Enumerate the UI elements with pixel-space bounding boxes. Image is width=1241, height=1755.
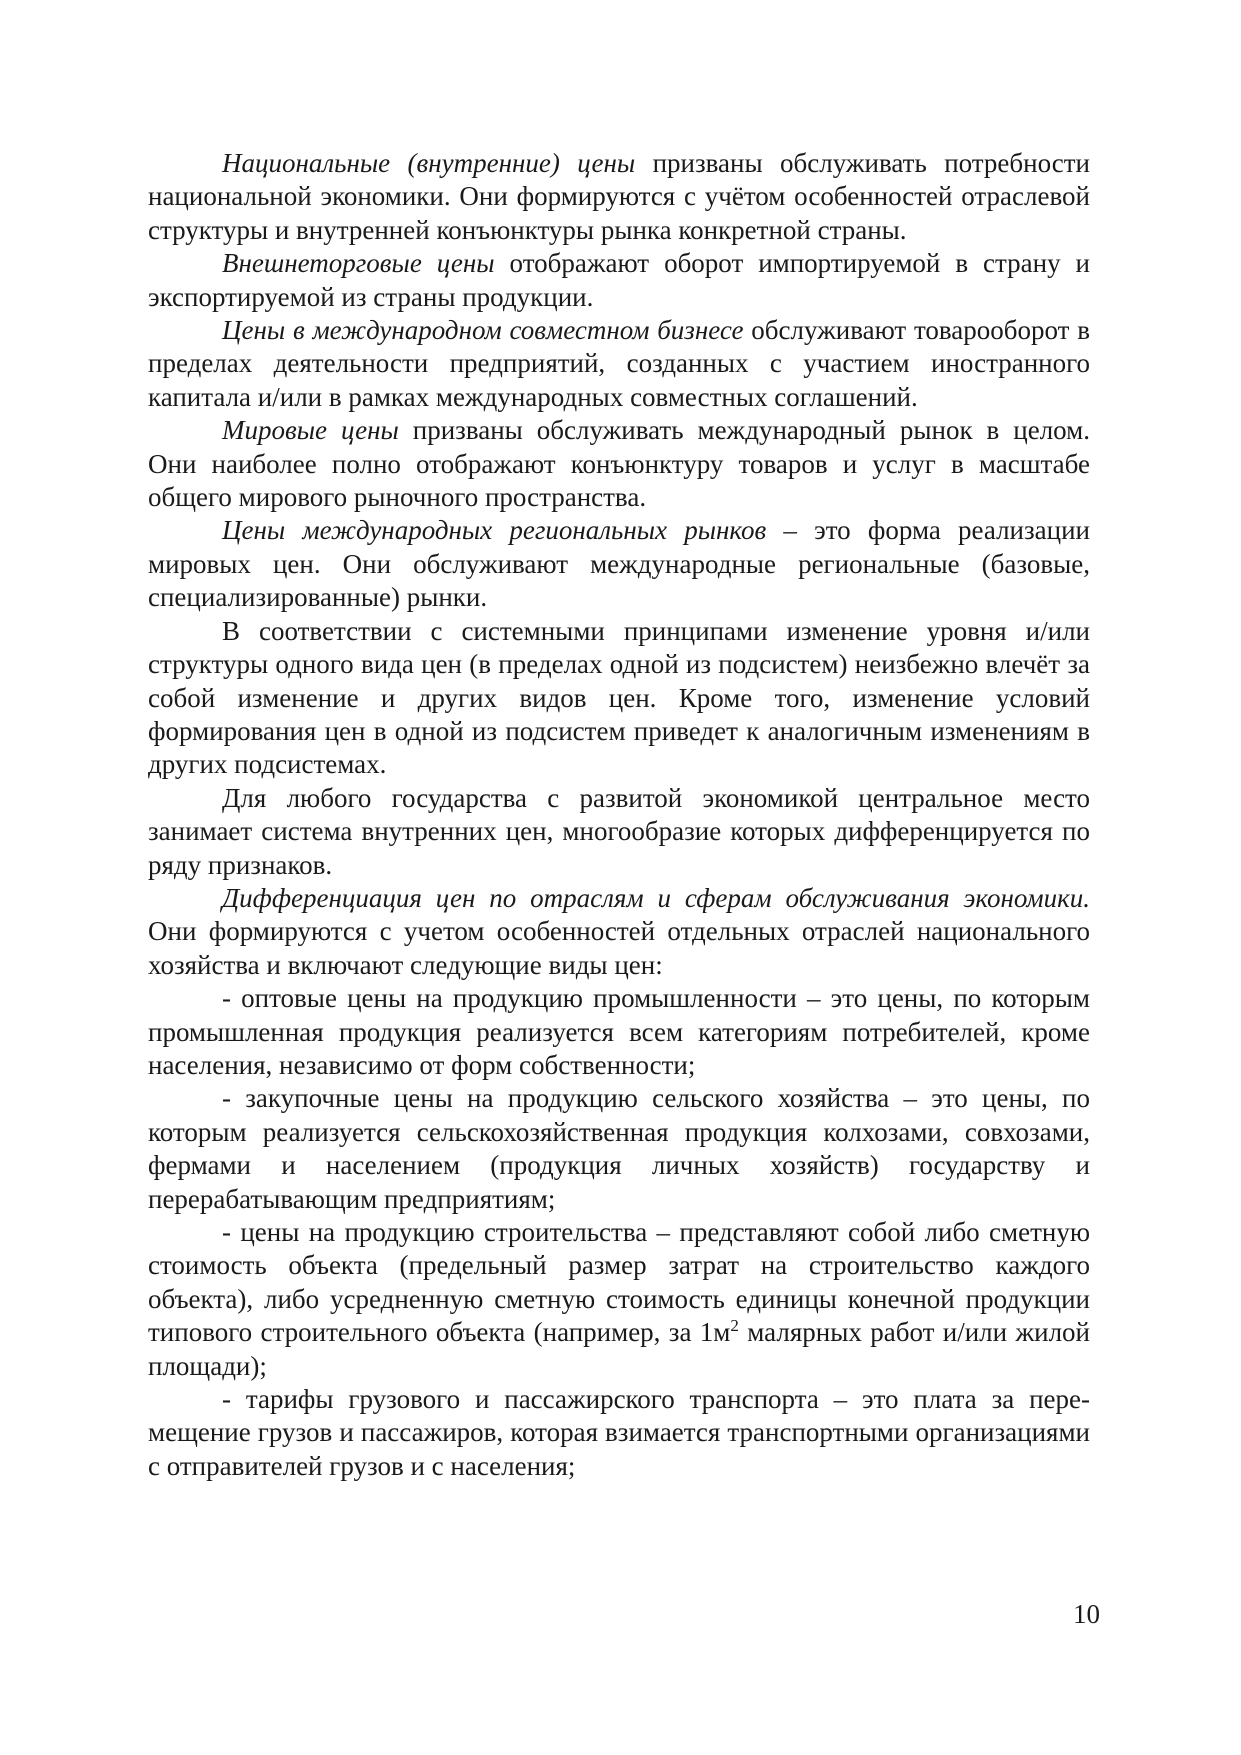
list-item-wholesale: - оптовые цены на продукцию промышленности – это цены, по которым промышленная продукция реализуется всем категориям потребителей, кроме населения, независимо от форм собственности; <box>148 983 1090 1080</box>
paragraph-text: обслуживают товарооборот в пределах деятельности предприятий, созданных с участием иностранного капитала и/или в рамках международных совместных соглашений. <box>148 315 1090 412</box>
paragraph-internal-prices: Для любого государства с развитой экономикой центральное место занимает система внутренних цен, многообразие которых дифференцируется по ряду признаков. <box>148 782 1090 880</box>
paragraph-differentiation <box>148 882 1090 982</box>
paragraph-national-prices <box>148 147 1090 247</box>
list-item-purchase: - закупочные цены на продукцию сельского хозяйства – это цены, по которым реализуется сельскохозяйственная продукция колхозами, совхозами, фермами и населением (продукция личных хозяйств) государству и перерабатывающим предприятиям; <box>148 1083 1090 1214</box>
list-item-transport: - тарифы грузового и пассажирского транспорта – это плата за перемещение грузов и пассажиров, которая взимается транспортными организациями с отправителей грузов и с населения; <box>148 1384 1090 1481</box>
list-item-tail: малярных работ и/или жилой площади); <box>148 1317 1090 1381</box>
paragraph-text: – это форма реализации мировых цен. Они обслуживают международные региональные (базовые, специализированные) рынки. <box>148 515 1090 613</box>
term-national-prices: Национальные (внутренние) цены <box>222 148 636 178</box>
term-foreign-trade-prices: Внешнеторговые цены <box>222 248 495 279</box>
paragraph-text: отображают оборот импортируемой в страну и экспортируемой из страны продукции. <box>148 248 1090 312</box>
list-item-text: - цены на продукцию строительства – представляют собой либо сметную стоимость объекта (предельный размер затрат на строительство каждого объекта), либо усредненную сметную стоимость единицы конечной продукции типового строительного объекта (например, за 1м <box>148 1217 1090 1348</box>
paragraph-text: призваны обслуживать международный рынок в целом. Они наиболее полно отображают конъюнктуру товаров и услуг в масштабе общего мирового рыночного пространства. <box>148 415 1090 513</box>
term-differentiation: Дифференциация цен по отраслям и сферам обслуживания экономики. <box>222 882 1090 913</box>
superscript: 2 <box>730 1316 739 1336</box>
paragraph-regional-market-prices <box>148 514 1090 614</box>
paragraph-text: призваны обслуживать потребности национальной экономики. Они формируются с учётом особенностей отраслевой структуры и внутренней конъюнктуры рынка конкретной страны. <box>148 148 1091 245</box>
list-item-construction <box>148 1216 1090 1383</box>
term-joint-business-prices: Цены в международном совместном бизнесе <box>222 315 744 346</box>
term-regional-market-prices: Цены международных региональных рынков <box>222 515 767 546</box>
page-number: 10 <box>1073 1599 1100 1629</box>
page-body <box>148 147 1090 1483</box>
term-world-prices: Мировые цены <box>222 415 399 446</box>
paragraph-world-prices <box>148 414 1090 514</box>
paragraph-text: Они формируются с учетом особенностей отдельных отраслей национального хозяйства и включают следующие виды цен: <box>148 916 1090 980</box>
paragraph-foreign-trade-prices <box>148 247 1090 314</box>
paragraph-joint-business-prices <box>148 314 1090 414</box>
paragraph-system-principles: В соответствии с системными принципами изменение уровня и/или структуры одного вида цен (в пределах одной из подсистем) неизбежно влечёт за собой изменение и других видов цен. Кроме того, изменение условий формирования цен в одной из подсистем приведет к аналогичным изменениям в других подсистемах. <box>148 615 1090 780</box>
